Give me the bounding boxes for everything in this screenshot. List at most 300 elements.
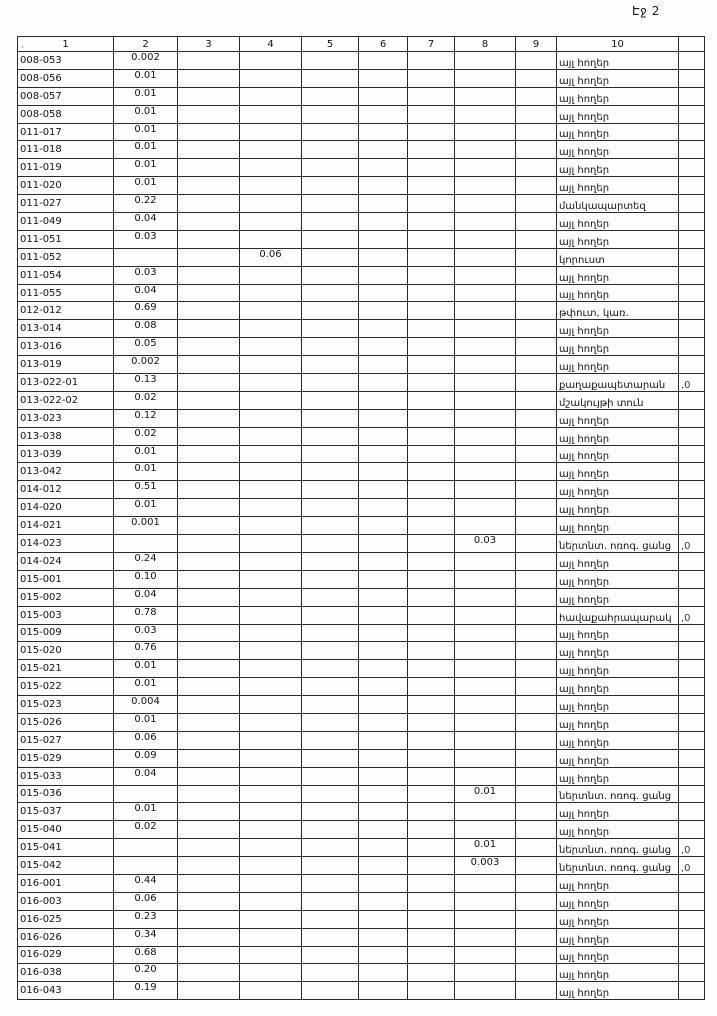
cell-col-4 (240, 713, 302, 731)
margin-note (679, 892, 705, 910)
cell-col-10: կորուստ (557, 248, 679, 266)
cell-col-10: այլ հողեր (557, 660, 679, 678)
table-row (18, 52, 705, 70)
cell-col-7 (408, 660, 455, 678)
cell-col-9 (516, 606, 557, 624)
cell-col-3 (178, 391, 240, 409)
cell-col-9 (516, 839, 557, 857)
cell-col-4 (240, 374, 302, 392)
cell-col-7 (408, 177, 455, 195)
cell-col-5 (302, 642, 359, 660)
cell-col-5 (302, 964, 359, 982)
margin-note (679, 266, 705, 284)
margin-note (679, 642, 705, 660)
cell-col-9 (516, 588, 557, 606)
cell-col-2: 0.01 (114, 141, 178, 159)
cell-col-7 (408, 535, 455, 553)
header-cell-9: 9 (516, 37, 557, 52)
cell-col-5 (302, 946, 359, 964)
cell-col-9 (516, 481, 557, 499)
cell-col-3 (178, 928, 240, 946)
cell-col-6 (359, 749, 408, 767)
cell-col-9 (516, 982, 557, 1000)
cell-col-10: այլ հողեր (557, 213, 679, 231)
cell-col-5 (302, 356, 359, 374)
cell-col-8: 0.01 (455, 839, 516, 857)
cell-col-2: 0.23 (114, 910, 178, 928)
cell-col-5 (302, 481, 359, 499)
cell-col-9 (516, 517, 557, 535)
table-row (18, 642, 705, 660)
cell-col-8 (455, 87, 516, 105)
cell-col-8 (455, 177, 516, 195)
cell-col-3 (178, 857, 240, 875)
cell-col-10: այլ հողեր (557, 338, 679, 356)
cell-col-7 (408, 266, 455, 284)
cell-col-3 (178, 892, 240, 910)
cell-col-8 (455, 910, 516, 928)
cell-col-1: 008-053 (18, 52, 114, 70)
cell-col-3 (178, 821, 240, 839)
table-row (18, 839, 705, 857)
margin-note (679, 678, 705, 696)
cell-col-6 (359, 857, 408, 875)
margin-note (679, 427, 705, 445)
cell-col-5 (302, 374, 359, 392)
cell-col-6 (359, 248, 408, 266)
cell-col-7 (408, 713, 455, 731)
margin-note (679, 517, 705, 535)
cell-col-3 (178, 230, 240, 248)
table-row (18, 499, 705, 517)
margin-note (679, 570, 705, 588)
margin-note (679, 141, 705, 159)
cell-col-7 (408, 87, 455, 105)
cell-col-2: 0.04 (114, 767, 178, 785)
cell-col-3 (178, 284, 240, 302)
table-row (18, 874, 705, 892)
cell-col-1: 014-020 (18, 499, 114, 517)
cell-col-5 (302, 552, 359, 570)
cell-col-1: 014-024 (18, 552, 114, 570)
cell-col-9 (516, 141, 557, 159)
cell-col-6 (359, 87, 408, 105)
cell-col-9 (516, 928, 557, 946)
cell-col-8 (455, 445, 516, 463)
cell-col-10: այլ հողեր (557, 463, 679, 481)
cell-col-1: 013-039 (18, 445, 114, 463)
table-row (18, 785, 705, 803)
cell-col-6 (359, 624, 408, 642)
cell-col-9 (516, 302, 557, 320)
cell-col-1: 015-029 (18, 749, 114, 767)
cell-col-1: 013-023 (18, 409, 114, 427)
cell-col-7 (408, 213, 455, 231)
cell-col-10: այլ հողեր (557, 642, 679, 660)
cell-col-6 (359, 391, 408, 409)
cell-col-1: 016-025 (18, 910, 114, 928)
cell-col-9 (516, 195, 557, 213)
cell-col-1: 015-036 (18, 785, 114, 803)
cell-col-8 (455, 892, 516, 910)
cell-col-4 (240, 302, 302, 320)
cell-col-4 (240, 964, 302, 982)
cell-col-5 (302, 874, 359, 892)
cell-col-3 (178, 552, 240, 570)
cell-col-10: ներտնտ. ոռոգ. ցանց (557, 785, 679, 803)
cell-col-8: 0.003 (455, 857, 516, 875)
cell-col-4 (240, 821, 302, 839)
table-row (18, 105, 705, 123)
cell-col-5 (302, 427, 359, 445)
cell-col-10: ներտնտ. ոռոգ. ցանց (557, 535, 679, 553)
cell-col-7 (408, 696, 455, 714)
margin-note (679, 105, 705, 123)
cell-col-4 (240, 660, 302, 678)
cell-col-2: 0.78 (114, 606, 178, 624)
table-row (18, 803, 705, 821)
cell-col-10: այլ հողեր (557, 821, 679, 839)
table-row (18, 964, 705, 982)
page-number-label: Էջ 2 (632, 4, 660, 18)
cell-col-7 (408, 749, 455, 767)
cell-col-7 (408, 374, 455, 392)
cell-col-10: այլ հողեր (557, 982, 679, 1000)
cell-col-8 (455, 982, 516, 1000)
cell-col-8 (455, 928, 516, 946)
cell-col-5 (302, 535, 359, 553)
cell-col-3 (178, 535, 240, 553)
cell-col-10: այլ հողեր (557, 874, 679, 892)
table-row (18, 284, 705, 302)
cell-col-10: այլ հողեր (557, 69, 679, 87)
table-row (18, 660, 705, 678)
cell-col-4 (240, 427, 302, 445)
cell-col-5 (302, 266, 359, 284)
table-row (18, 713, 705, 731)
margin-note (679, 660, 705, 678)
cell-col-5 (302, 499, 359, 517)
table-row (18, 517, 705, 535)
cell-col-8 (455, 195, 516, 213)
table-row (18, 69, 705, 87)
cell-col-2: 0.76 (114, 642, 178, 660)
cell-col-2: 0.44 (114, 874, 178, 892)
cell-col-10: այլ հողեր (557, 481, 679, 499)
cell-col-4 (240, 588, 302, 606)
cell-col-1: 013-042 (18, 463, 114, 481)
cell-col-5 (302, 248, 359, 266)
cell-col-10: այլ հողեր (557, 713, 679, 731)
table-row (18, 141, 705, 159)
cell-col-9 (516, 105, 557, 123)
cell-col-1: 011-054 (18, 266, 114, 284)
cell-col-1: 011-049 (18, 213, 114, 231)
cell-col-1: 014-023 (18, 535, 114, 553)
cell-col-9 (516, 642, 557, 660)
table-row (18, 624, 705, 642)
cell-col-7 (408, 356, 455, 374)
cell-col-5 (302, 624, 359, 642)
cell-col-8 (455, 660, 516, 678)
cell-col-10: այլ հողեր (557, 552, 679, 570)
table-header (18, 37, 705, 52)
table-row (18, 87, 705, 105)
cell-col-9 (516, 964, 557, 982)
cell-col-1: 013-016 (18, 338, 114, 356)
table-row (18, 857, 705, 875)
table-row (18, 982, 705, 1000)
cell-col-2 (114, 857, 178, 875)
cell-col-2: 0.68 (114, 946, 178, 964)
table-row (18, 409, 705, 427)
cell-col-7 (408, 588, 455, 606)
cell-col-5 (302, 713, 359, 731)
cell-col-1: 015-021 (18, 660, 114, 678)
cell-col-9 (516, 356, 557, 374)
cell-col-8 (455, 731, 516, 749)
cell-col-4 (240, 606, 302, 624)
cell-col-6 (359, 499, 408, 517)
cell-col-9 (516, 731, 557, 749)
cell-col-5 (302, 839, 359, 857)
margin-note (679, 731, 705, 749)
cell-col-6 (359, 409, 408, 427)
cell-col-4 (240, 696, 302, 714)
cell-col-1: 016-038 (18, 964, 114, 982)
cell-col-4 (240, 767, 302, 785)
cell-col-10: այլ հողեր (557, 696, 679, 714)
cell-col-5 (302, 52, 359, 70)
cell-col-7 (408, 857, 455, 875)
table-row (18, 302, 705, 320)
cell-col-1: 011-052 (18, 248, 114, 266)
cell-col-9 (516, 320, 557, 338)
cell-col-5 (302, 570, 359, 588)
cell-col-7 (408, 785, 455, 803)
cell-col-5 (302, 660, 359, 678)
cell-col-3 (178, 785, 240, 803)
cell-col-8 (455, 69, 516, 87)
cell-col-3 (178, 213, 240, 231)
cell-col-9 (516, 230, 557, 248)
margin-note (679, 195, 705, 213)
cell-col-2: 0.01 (114, 69, 178, 87)
cell-col-4 (240, 123, 302, 141)
cell-col-8 (455, 338, 516, 356)
cell-col-2: 0.01 (114, 445, 178, 463)
cell-col-5 (302, 767, 359, 785)
table-row (18, 445, 705, 463)
table-row (18, 195, 705, 213)
margin-note (679, 928, 705, 946)
header-margin-spacer (679, 37, 705, 52)
cell-col-2: 0.01 (114, 87, 178, 105)
cell-col-1: 013-038 (18, 427, 114, 445)
cell-col-10: այլ հողեր (557, 266, 679, 284)
cell-col-4 (240, 409, 302, 427)
table-row (18, 391, 705, 409)
cell-col-3 (178, 946, 240, 964)
cell-col-6 (359, 52, 408, 70)
cell-col-3 (178, 87, 240, 105)
cell-col-9 (516, 910, 557, 928)
table-row (18, 749, 705, 767)
cell-col-8 (455, 123, 516, 141)
cell-col-10: այլ հողեր (557, 356, 679, 374)
cell-col-5 (302, 177, 359, 195)
cell-col-2: 0.002 (114, 52, 178, 70)
cell-col-4 (240, 678, 302, 696)
cell-col-9 (516, 123, 557, 141)
cell-col-2: 0.02 (114, 427, 178, 445)
margin-note (679, 624, 705, 642)
cell-col-3 (178, 517, 240, 535)
margin-note (679, 356, 705, 374)
cell-col-10: այլ հողեր (557, 87, 679, 105)
cell-col-1: 015-037 (18, 803, 114, 821)
cell-col-2: 0.002 (114, 356, 178, 374)
cell-col-5 (302, 445, 359, 463)
cell-col-5 (302, 302, 359, 320)
cell-col-9 (516, 857, 557, 875)
cell-col-3 (178, 642, 240, 660)
cell-col-2 (114, 248, 178, 266)
cell-col-7 (408, 338, 455, 356)
cell-col-2: 0.69 (114, 302, 178, 320)
cell-col-2: 0.01 (114, 713, 178, 731)
cell-col-5 (302, 821, 359, 839)
cell-col-10: այլ հողեր (557, 409, 679, 427)
cell-col-1: 011-051 (18, 230, 114, 248)
margin-note (679, 338, 705, 356)
cell-col-1: 015-009 (18, 624, 114, 642)
cell-col-10: այլ հողեր (557, 731, 679, 749)
cell-col-6 (359, 445, 408, 463)
cell-col-3 (178, 445, 240, 463)
margin-note (679, 767, 705, 785)
header-cell-1: 1 (18, 37, 114, 52)
cell-col-10: հավաքահրապարակ (557, 606, 679, 624)
cell-col-7 (408, 570, 455, 588)
cell-col-6 (359, 159, 408, 177)
header-cell-8: 8 (455, 37, 516, 52)
cell-col-7 (408, 946, 455, 964)
cell-col-9 (516, 535, 557, 553)
table-row (18, 588, 705, 606)
table-row (18, 535, 705, 553)
cell-col-2: 0.02 (114, 391, 178, 409)
cell-col-2: 0.01 (114, 499, 178, 517)
cell-col-4 (240, 230, 302, 248)
cell-col-4 (240, 356, 302, 374)
cell-col-1: 013-019 (18, 356, 114, 374)
cell-col-1: 015-026 (18, 713, 114, 731)
cell-col-7 (408, 606, 455, 624)
cell-col-7 (408, 910, 455, 928)
cell-col-3 (178, 481, 240, 499)
cell-col-7 (408, 445, 455, 463)
cell-col-3 (178, 248, 240, 266)
cell-col-4 (240, 535, 302, 553)
cell-col-2: 0.001 (114, 517, 178, 535)
cell-col-2: 0.01 (114, 678, 178, 696)
cell-col-5 (302, 230, 359, 248)
cell-col-9 (516, 785, 557, 803)
cell-col-5 (302, 213, 359, 231)
header-cell-10: 10 (557, 37, 679, 52)
cell-col-8 (455, 964, 516, 982)
cell-col-9 (516, 69, 557, 87)
cell-col-9 (516, 266, 557, 284)
cell-col-5 (302, 731, 359, 749)
cell-col-7 (408, 839, 455, 857)
cell-col-5 (302, 517, 359, 535)
cell-col-2: 0.004 (114, 696, 178, 714)
table-row (18, 427, 705, 445)
table-row (18, 946, 705, 964)
cell-col-5 (302, 928, 359, 946)
cell-col-4 (240, 910, 302, 928)
cell-col-6 (359, 374, 408, 392)
cell-col-6 (359, 731, 408, 749)
margin-note (679, 87, 705, 105)
cell-col-10: այլ հողեր (557, 892, 679, 910)
header-cell-6: 6 (359, 37, 408, 52)
cell-col-7 (408, 69, 455, 87)
cell-col-1: 012-012 (18, 302, 114, 320)
cell-col-10: այլ հողեր (557, 588, 679, 606)
cell-col-9 (516, 391, 557, 409)
cell-col-2: 0.01 (114, 660, 178, 678)
cell-col-8 (455, 696, 516, 714)
margin-note (679, 123, 705, 141)
cell-col-7 (408, 517, 455, 535)
cell-col-9 (516, 499, 557, 517)
cell-col-4 (240, 195, 302, 213)
margin-note (679, 391, 705, 409)
corner-mark: · (21, 43, 24, 53)
cell-col-8 (455, 409, 516, 427)
cell-col-9 (516, 463, 557, 481)
cell-col-3 (178, 463, 240, 481)
margin-note (679, 409, 705, 427)
table-row (18, 678, 705, 696)
cell-col-7 (408, 874, 455, 892)
cell-col-7 (408, 195, 455, 213)
cell-col-4 (240, 731, 302, 749)
cell-col-1: 015-042 (18, 857, 114, 875)
cell-col-3 (178, 749, 240, 767)
cell-col-9 (516, 409, 557, 427)
cell-col-1: 016-001 (18, 874, 114, 892)
cell-col-7 (408, 821, 455, 839)
table-row (18, 213, 705, 231)
cell-col-6 (359, 141, 408, 159)
cell-col-5 (302, 982, 359, 1000)
cell-col-6 (359, 803, 408, 821)
cell-col-10: այլ հողեր (557, 141, 679, 159)
cell-col-1: 008-058 (18, 105, 114, 123)
cell-col-5 (302, 338, 359, 356)
cell-col-2: 0.12 (114, 409, 178, 427)
margin-note (679, 749, 705, 767)
cell-col-8 (455, 284, 516, 302)
cell-col-2: 0.04 (114, 213, 178, 231)
cell-col-1: 011-055 (18, 284, 114, 302)
cell-col-10: թփուտ, կառ. (557, 302, 679, 320)
cell-col-10: այլ հողեր (557, 570, 679, 588)
